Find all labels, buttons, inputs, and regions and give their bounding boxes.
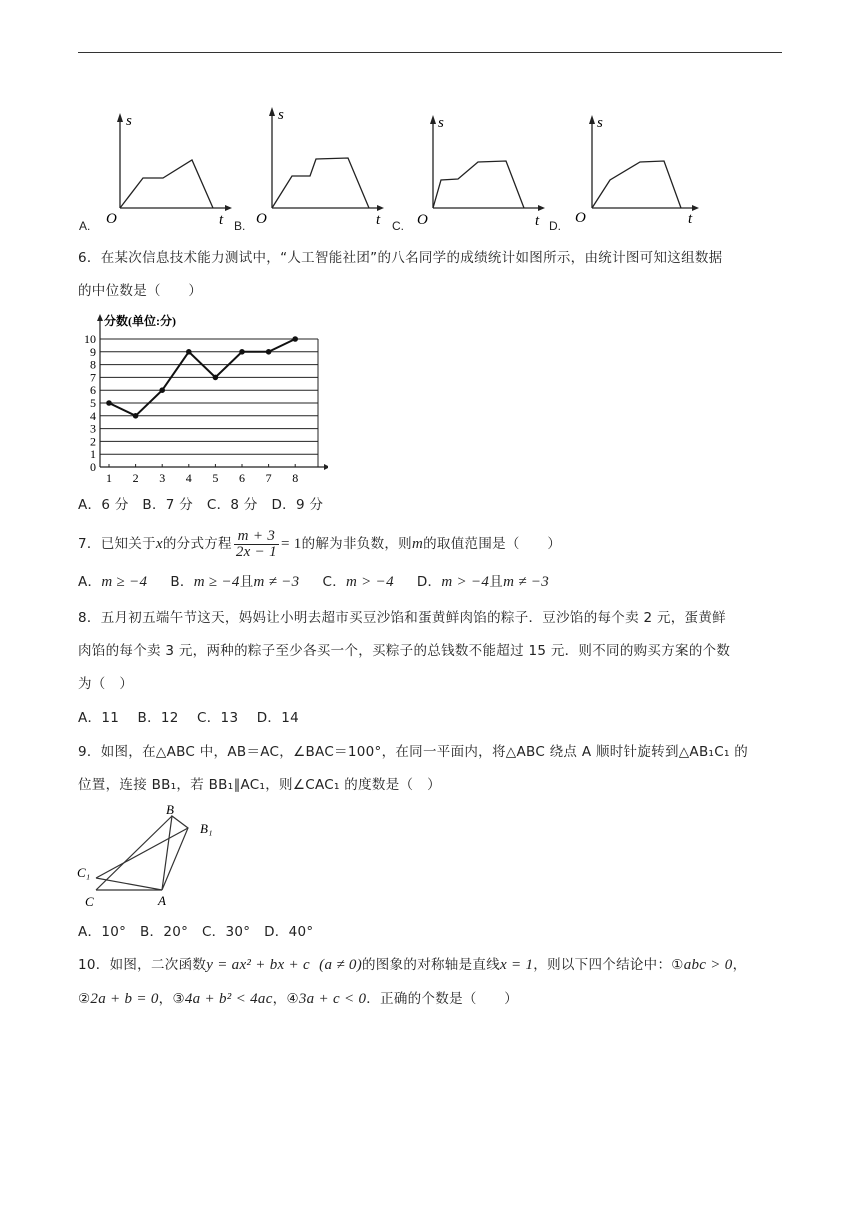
q7-opt-d-label: D． [416, 574, 442, 590]
axis-t: t [535, 213, 540, 229]
data-point [106, 400, 112, 406]
q10-circle-3: ，③ [158, 991, 185, 1007]
q7-opt-a-label: A． [78, 574, 102, 590]
q7-fraction [234, 529, 279, 560]
q9-options: A．10° B．20° C．30° D．40° [78, 924, 314, 940]
q8-stem-line2: 肉馅的每个卖 3 元，两种的粽子至少各买一个，买粽子的总钱数不能超过 15 元．则不同的购买方案的个数 [78, 643, 731, 659]
q5-graph-c [413, 110, 553, 230]
q10-prefix: 10．如图，二次函数 [78, 957, 207, 973]
q7-opt-c-label: C． [322, 574, 346, 590]
q7-options [78, 572, 549, 592]
data-point [159, 387, 165, 393]
q10-circle-4: ，④ [272, 991, 299, 1007]
q7-var-x: x [155, 536, 163, 552]
axis-s: s [438, 115, 444, 131]
q9-label-c: C [85, 894, 94, 909]
y-tick-label: 1 [90, 447, 96, 462]
q10-stem-line2 [78, 989, 518, 1009]
q5-option-c: C. [392, 219, 404, 233]
data-point [292, 336, 298, 342]
q10-func: y = ax² + bx + c [206, 957, 310, 973]
q10-conclusion-1: abc > 0 [683, 957, 733, 973]
y-tick-label: 7 [90, 370, 96, 385]
x-tick-label: 8 [292, 471, 299, 485]
q7-opt-a: m ≥ −4 [101, 574, 148, 590]
q5-graph-b [252, 102, 392, 228]
q10-stem-line1: 10．如图，二次函数y = ax² + bx + c (a ≠ 0)的图象的对称轴是直线x = 1，则以下四个结论中：①abc > 0， [78, 957, 747, 973]
q10-axis-eq: x = 1 [500, 957, 534, 973]
header-rule [78, 52, 782, 53]
y-axis-label: 分数(单位:分) [104, 314, 176, 328]
q5-option-d: D. [549, 219, 561, 233]
axis-s: s [597, 115, 603, 131]
data-point [133, 413, 139, 419]
x-axis-arrow [324, 464, 328, 470]
q7-frac-numerator: m + 3 [234, 529, 279, 545]
origin: O [106, 211, 117, 227]
x-tick-label: 5 [212, 471, 219, 485]
q7-suffix1: 的解为非负数，则 [301, 536, 412, 552]
q6-stem-line1: 6．在某次信息技术能力测试中，“人工智能社团”的八名同学的成绩统计如图所示，由统计图可知这组数据 [78, 250, 723, 266]
q9-label-b: B [166, 802, 174, 817]
q7-opt-b-and: 且 [239, 574, 254, 590]
q7-eq: = 1 [280, 536, 302, 552]
axis-s: s [126, 113, 132, 129]
y-tick-label: 9 [90, 344, 96, 359]
axis-t: t [376, 212, 381, 228]
y-tick-label: 4 [90, 408, 96, 423]
q10-cond: (a ≠ 0) [319, 957, 362, 973]
y-tick-label: 6 [90, 383, 96, 398]
q9-label-c1: C₁ [77, 865, 91, 880]
q9-triangle-figure [76, 800, 236, 912]
x-tick-label: 1 [106, 471, 112, 485]
data-point [186, 349, 192, 355]
q7-opt-d-1: m > −4 [441, 574, 490, 590]
q7-suffix2: 的取值范围是（ ） [423, 536, 562, 552]
q5-option-a: A. [79, 219, 91, 233]
x-tick-label: 6 [239, 471, 245, 485]
x-tick-label: 2 [132, 471, 139, 485]
q9-label-a: A [158, 893, 166, 908]
axis-s: s [278, 107, 284, 123]
q7-opt-d-2: m ≠ −3 [503, 574, 550, 590]
x-tick-label: 7 [265, 471, 272, 485]
q7-opt-b-2: m ≠ −3 [253, 574, 300, 590]
q9-label-b1: B₁ [200, 821, 213, 836]
q7-opt-c: m > −4 [346, 574, 394, 590]
q6-line-chart [78, 310, 328, 490]
y-tick-label: 5 [90, 396, 96, 410]
q7-opt-b-1: m ≥ −4 [193, 574, 240, 590]
q8-stem-line3: 为（ ） [78, 676, 134, 692]
q10-conclusion-3: 4a + b² < 4ac [184, 991, 273, 1007]
data-point [239, 349, 245, 355]
origin: O [575, 210, 586, 226]
y-tick-label: 3 [90, 421, 96, 436]
q10-conclusion-4: 3a + c < 0 [298, 991, 367, 1007]
q7-opt-d-and: 且 [489, 574, 504, 590]
origin: O [417, 212, 428, 228]
q7-opt-b-label: B． [170, 574, 194, 590]
q7-stem [78, 526, 561, 562]
y-tick-label: 8 [90, 357, 96, 372]
q10-conclusion-2: 2a + b = 0 [90, 991, 159, 1007]
x-tick-label: 3 [159, 471, 166, 485]
q10-suffix2: ．正确的个数是（ ） [366, 991, 519, 1007]
axis-t: t [219, 212, 224, 228]
origin: O [256, 211, 267, 227]
q7-mid: 的分式方程 [162, 536, 232, 552]
q6-options: A．6 分 B．7 分 C．8 分 D．9 分 [78, 497, 324, 513]
y-axis-arrow [97, 314, 103, 321]
y-tick-label: 10 [84, 332, 96, 346]
y-tick-label: 2 [90, 434, 96, 449]
q10-mid: 的图象的对称轴是直线 [362, 957, 500, 973]
q10-suffix: ，则以下四个结论中：① [533, 957, 684, 973]
q8-stem-line1: 8．五月初五端午节这天，妈妈让小明去超市买豆沙馅和蛋黄鲜肉馅的粽子．豆沙馅的每个卖 2 元，蛋黄鲜 [78, 610, 726, 626]
q5-option-b: B. [234, 219, 246, 233]
data-point [266, 349, 272, 355]
q7-var-m: m [411, 536, 424, 552]
x-tick-label: 4 [185, 471, 192, 485]
q5-graph-a [95, 108, 235, 228]
data-point [213, 375, 219, 381]
q6-stem-line2: 的中位数是（ ） [78, 283, 203, 299]
q7-prefix: 7．已知关于 [78, 536, 156, 552]
q7-frac-denominator: 2x − 1 [235, 543, 277, 560]
axis-t: t [688, 211, 693, 227]
q8-options: A．11 B．12 C．13 D．14 [78, 710, 300, 726]
y-tick-label: 0 [90, 460, 96, 474]
q9-stem-line1: 9．如图，在△ABC 中，AB＝AC，∠BAC＝100°，在同一平面内，将△ABC 绕点 A 顺时针旋转到△AB₁C₁ 的 [78, 744, 749, 760]
q5-graph-d [570, 110, 710, 230]
q10-circle-2: ② [78, 991, 91, 1007]
q9-stem-line2: 位置，连接 BB₁，若 BB₁∥AC₁，则∠CAC₁ 的度数是（ ） [78, 777, 441, 793]
